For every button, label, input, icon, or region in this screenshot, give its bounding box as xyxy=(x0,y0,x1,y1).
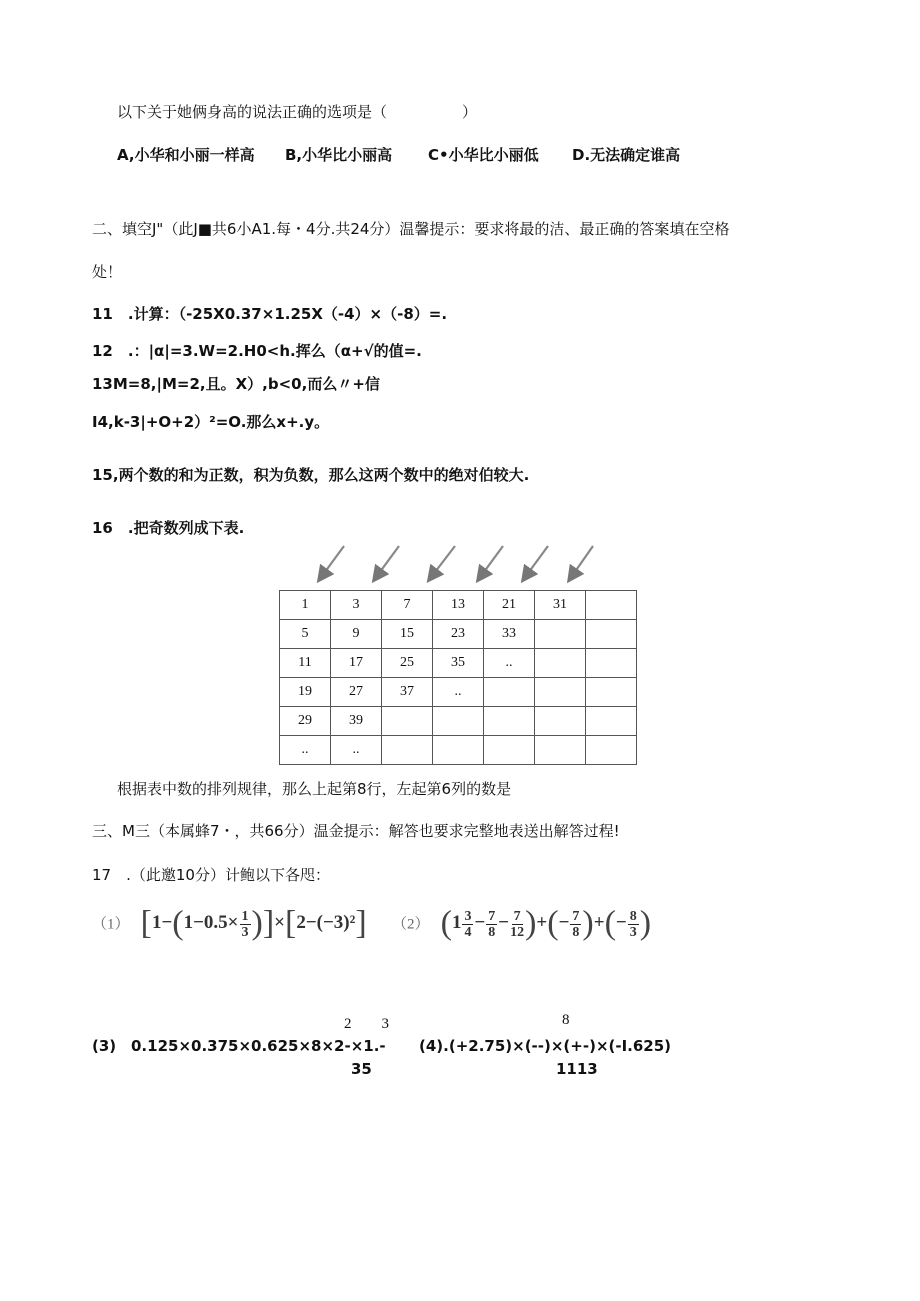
q17-p2-f1-num: 3 xyxy=(464,908,472,924)
table-cell xyxy=(535,707,586,736)
table-cell xyxy=(586,620,637,649)
table-cell xyxy=(535,649,586,678)
table-row xyxy=(280,707,637,736)
table-cell xyxy=(484,678,535,707)
table-cell: 29 xyxy=(280,707,331,736)
q10-option-d: D.无法确定谁高 xyxy=(572,146,681,164)
table-cell: .. xyxy=(280,736,331,765)
table-cell: 3 xyxy=(331,591,382,620)
table-cell: 23 xyxy=(433,620,484,649)
table-cell: 27 xyxy=(331,678,382,707)
q17-p1-times: × xyxy=(274,912,285,934)
table-cell: 13 xyxy=(433,591,484,620)
q16-question: 根据表中数的排列规律，那么上起第8行，左起第6列的数是 xyxy=(117,780,512,798)
table-cell xyxy=(535,620,586,649)
table-cell: 17 xyxy=(331,649,382,678)
q10-option-c: C•小华比小丽低 xyxy=(428,146,539,164)
q17-p1-a: 1− xyxy=(151,912,173,934)
table-cell xyxy=(382,707,433,736)
q17-stem: 17 .（此邀10分）计鲍以下各咫： xyxy=(92,866,330,884)
q17-p2-minus2: − xyxy=(498,912,510,934)
table-cell: 11 xyxy=(280,649,331,678)
section2-heading-line1: 二、填空J"（此J■共6小A1.每・4分.共24分）温馨提示：要求将最的洁、最正确的答案填在空格 xyxy=(92,220,730,238)
table-cell xyxy=(586,736,637,765)
table-cell: 5 xyxy=(280,620,331,649)
table-cell xyxy=(484,707,535,736)
diagonal-arrows-icon xyxy=(300,540,620,584)
q17-p1-frac-den: 3 xyxy=(241,924,249,940)
table-cell: 9 xyxy=(331,620,382,649)
q17-p2-f1-den: 4 xyxy=(464,924,472,940)
table-cell xyxy=(433,736,484,765)
table-cell: 33 xyxy=(484,620,535,649)
table-row xyxy=(280,736,637,765)
q17-p1-b: 1−0.5× xyxy=(183,912,239,934)
q17-p3-label: (3) xyxy=(92,1037,117,1055)
q17-p2-f5-den: 3 xyxy=(629,924,637,940)
q17-p2-f3-num: 7 xyxy=(513,908,521,924)
table-cell: 19 xyxy=(280,678,331,707)
table-row xyxy=(280,678,637,707)
q17-p3-expr: 0.125×0.375×0.625×8×2-×1.- xyxy=(131,1037,386,1055)
odd-number-table xyxy=(279,590,637,765)
q17-part1: （1） [1−(1−0.5× $\frac{1}{3}$ )]×[2−(−3)²] xyxy=(92,905,367,942)
q13-text: 13M=8,|M=2,且。X）,b<0,而么〃+信 xyxy=(92,375,380,393)
q10-option-b: B,小华比小丽高 xyxy=(285,146,393,164)
section3-heading: 三、M三（本属蜂7・，共66分）温金提示：解答也要求完整地表送出解答过程! xyxy=(92,822,620,840)
q17-p4-top: 8 xyxy=(562,1012,570,1028)
q16-stem: 16 .把奇数列成下表. xyxy=(92,519,245,537)
q17-p2-f4-den: 8 xyxy=(572,924,580,940)
q17-p4-expr: (4).(+2.75)×(--)×(+-)×(-I.625) xyxy=(419,1037,672,1055)
q17-part1-label: （1） xyxy=(92,916,130,933)
q17-p2-minus1: − xyxy=(474,912,486,934)
table-cell: 37 xyxy=(382,678,433,707)
q17-p2-f5-num: 8 xyxy=(629,908,637,924)
table-cell: 1 xyxy=(280,591,331,620)
q17-p2-f2-den: 8 xyxy=(488,924,496,940)
q17-p1-frac-num: 1 xyxy=(241,908,249,924)
q17-p2-f4-num: 7 xyxy=(572,908,580,924)
table-cell xyxy=(586,707,637,736)
table-cell: .. xyxy=(484,649,535,678)
q17-p2-f3-den: 12 xyxy=(510,924,525,940)
q17-p2-minus4: − xyxy=(615,912,627,934)
q17-p1-d: 2−(−3)² xyxy=(296,912,356,934)
q17-p3-top: 2 3 xyxy=(344,1016,390,1032)
table-cell: .. xyxy=(433,678,484,707)
q14-text: I4,k-3|+O+2）²=O.那么x+.y。 xyxy=(92,413,330,431)
q17-p2-plus1: + xyxy=(536,912,548,934)
q17-p2-minus3: − xyxy=(558,912,570,934)
q12-text: 12 .：|α|=3.W=2.H0<h.挥么（α+√的值=. xyxy=(92,342,422,360)
table-cell xyxy=(586,649,637,678)
table-cell: 35 xyxy=(433,649,484,678)
q11-text: 11 .计算：（-25X0.37×1.25X（-4）×（-8）=. xyxy=(92,305,448,323)
table-cell xyxy=(535,736,586,765)
q10-stem: 以下关于她俩身高的说法正确的选项是（ ） xyxy=(117,103,478,121)
table-cell xyxy=(433,707,484,736)
q17-p2-whole: 1 xyxy=(451,912,462,934)
table-cell xyxy=(382,736,433,765)
table-row xyxy=(280,620,637,649)
table-cell: 39 xyxy=(331,707,382,736)
table-cell: 21 xyxy=(484,591,535,620)
table-cell xyxy=(484,736,535,765)
table-row xyxy=(280,591,637,620)
table-cell: 15 xyxy=(382,620,433,649)
section2-heading-line2: 处！ xyxy=(92,263,123,281)
table-cell: 31 xyxy=(535,591,586,620)
q17-p3-bottom: 35 xyxy=(351,1060,372,1078)
q17-p2-f2-num: 7 xyxy=(488,908,496,924)
q15-text: 15,两个数的和为正数，积为负数，那么这两个数中的绝对伯较大. xyxy=(92,466,530,484)
table-cell xyxy=(586,591,637,620)
table-row xyxy=(280,649,637,678)
q10-option-a: A,小华和小丽一样高 xyxy=(117,146,255,164)
q17-p2-plus2: + xyxy=(593,912,605,934)
q17-p4-bottom: 1113 xyxy=(556,1060,598,1078)
table-cell: 7 xyxy=(382,591,433,620)
table-cell xyxy=(535,678,586,707)
table-cell: 25 xyxy=(382,649,433,678)
table-cell: .. xyxy=(331,736,382,765)
q17-part2-label: （2） xyxy=(392,916,430,933)
q17-part2: （2） (1 $\frac{3}{4}$ − $\frac{7}{8}$ − $\frac{7}{12}$ )+(− $\frac{7}{8}$ )+(− $\frac{8}{3}$ ) xyxy=(392,905,652,942)
table-cell xyxy=(586,678,637,707)
